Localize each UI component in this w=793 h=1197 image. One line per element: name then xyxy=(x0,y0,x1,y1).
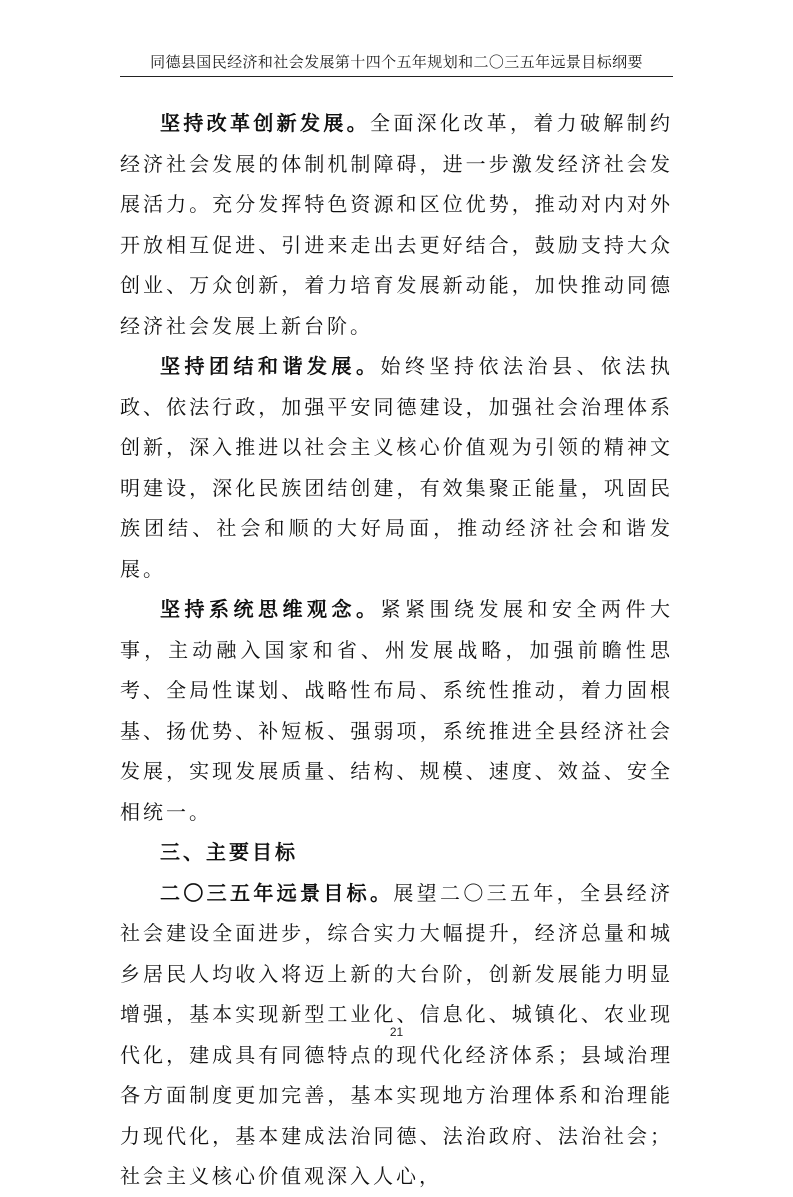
paragraph-text: 展望二〇三五年，全县经济社会建设全面进步，综合实力大幅提升，经济总量和城乡居民人均收入将迈上新的大台阶，创新发展能力明显增强，基本实现新型工业化、信息化、城镇化、农业现代化，建成具有同德特点的现代化经济体系；县域治理各方面制度更加完善，基本实现地方治理体系和治理能力现代化，基本建成法治同德、法治政府、法治社会；社会主义核心价值观深入人心， xyxy=(120,880,674,1188)
paragraph-text: 全面深化改革，着力破解制约经济社会发展的体制机制障碍，进一步激发经济社会发展活力。充分发挥特色资源和区位优势，推动对内对外开放相互促进、引进来走出去更好结合，鼓励支持大众创业、万众创新，着力培育发展新动能，加快推动同德经济社会发展上新台阶。 xyxy=(120,111,673,338)
paragraph-lead: 坚持系统思维观念。 xyxy=(160,597,381,621)
paragraph-lead: 坚持团结和谐发展。 xyxy=(160,354,381,378)
paragraph-unity-harmony xyxy=(120,346,673,589)
running-header: 同德县国民经济和社会发展第十四个五年规划和二〇三五年远景目标纲要 xyxy=(150,53,643,71)
paragraph-lead: 二〇三五年远景目标。 xyxy=(160,880,394,905)
paragraph-text: 紧紧围绕发展和安全两件大事，主动融入国家和省、州发展战略，加强前瞻性思考、全局性谋划、战略性布局、系统性推动，着力固根基、扬优势、补短板、强弱项，系统推进全县经济社会发展，实现发展质量、结构、规模、速度、效益、安全相统一。 xyxy=(120,597,673,824)
paragraph-text: 始终坚持依法治县、依法执政、依法行政，加强平安同德建设，加强社会治理体系创新，深入推进以社会主义核心价值观为引领的精神文明建设，深化民族团结创建，有效集聚正能量，巩固民族团结、社会和顺的大好局面，推动经济社会和谐发展。 xyxy=(120,354,673,581)
paragraph-systems-thinking xyxy=(120,589,673,832)
paragraph-lead: 坚持改革创新发展。 xyxy=(160,111,370,135)
page-number: 21 xyxy=(389,1025,404,1039)
header-rule xyxy=(120,76,673,77)
section-heading: 三、主要目标 xyxy=(160,840,298,864)
paragraph-reform-innovation xyxy=(120,103,673,346)
